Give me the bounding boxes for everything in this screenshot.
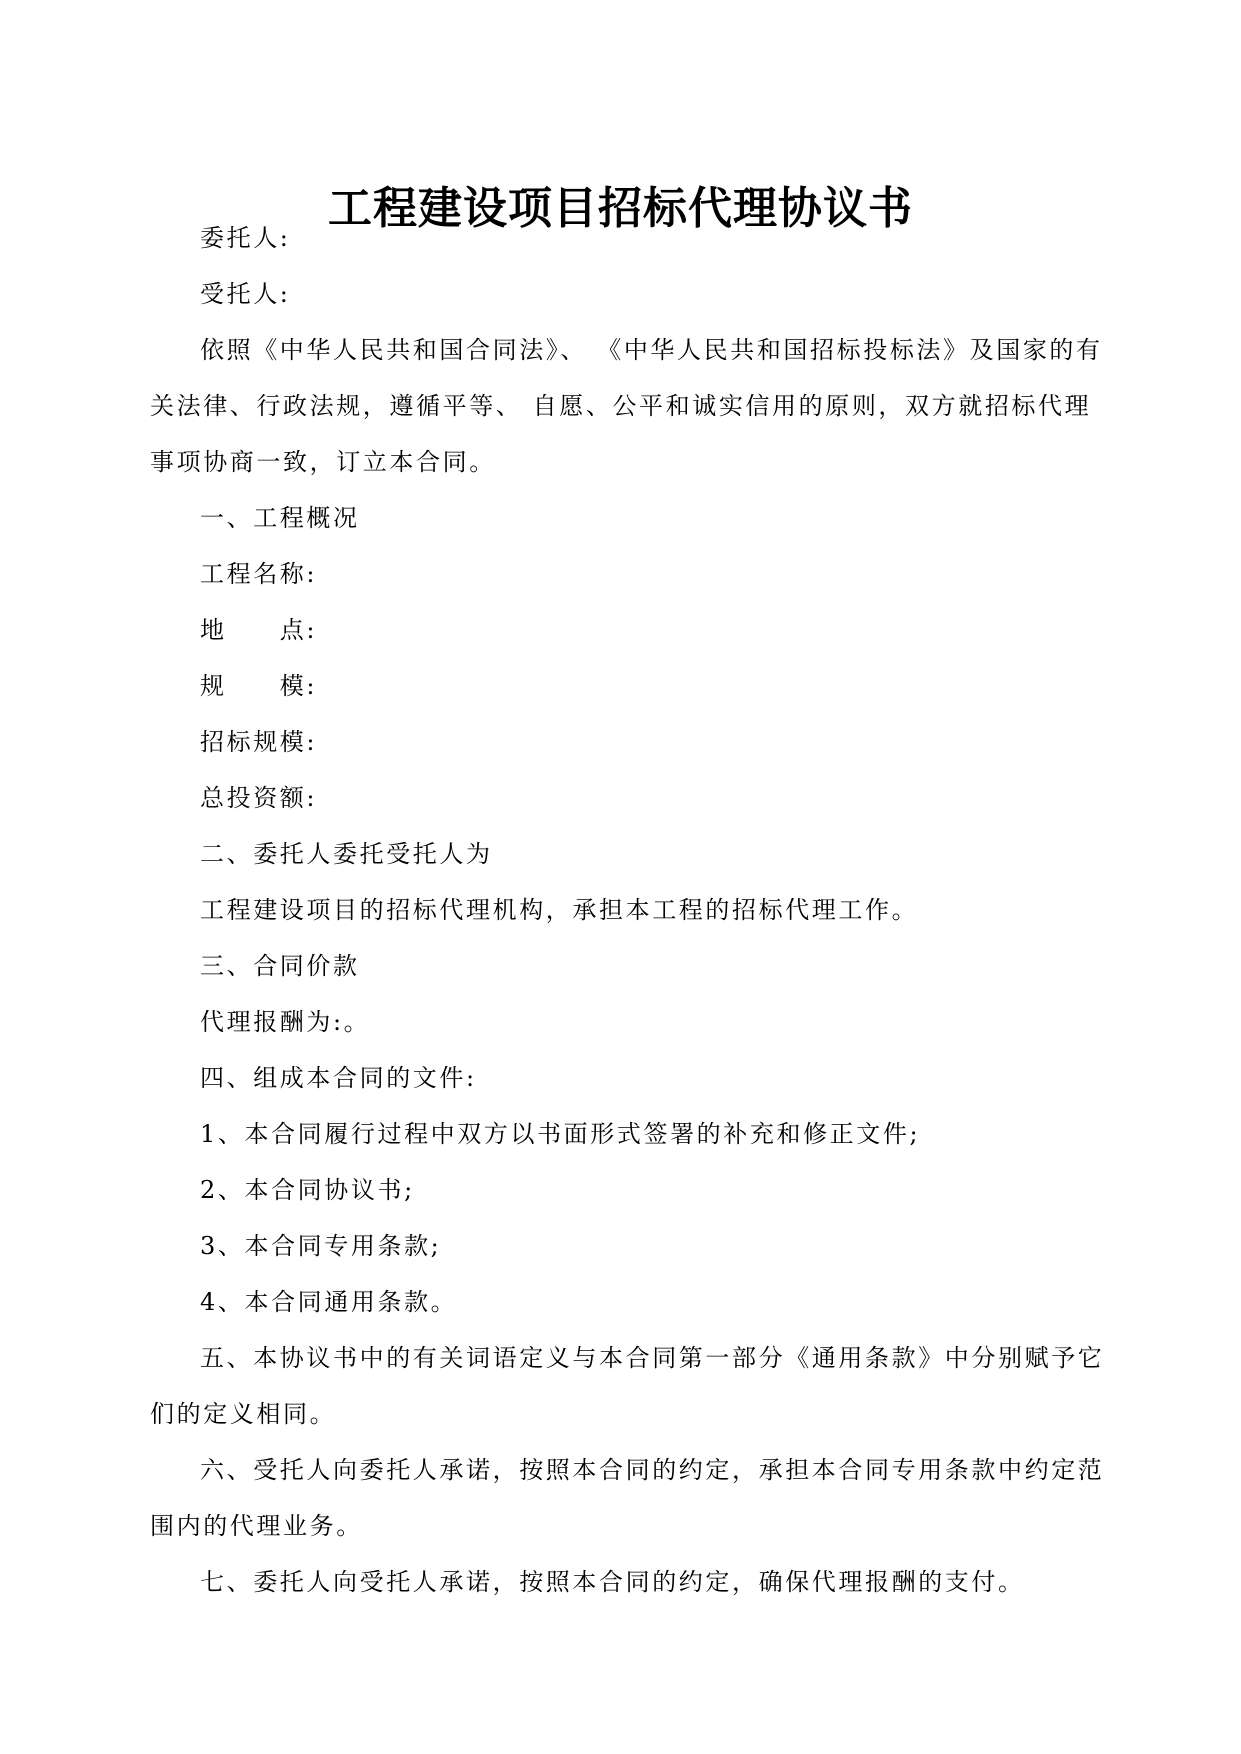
document-title: 工程建设项目招标代理协议书: [328, 183, 913, 235]
list-item: 2、本合同协议书;: [200, 1176, 415, 1204]
total-investment-line: 总投资额:: [200, 784, 318, 812]
section-heading-contract-price: 三、合同价款: [200, 952, 360, 980]
bidding-scale-line: 招标规模:: [200, 728, 318, 756]
agent-line: 受托人:: [200, 280, 291, 308]
section-heading-appointment: 二、委托人委托受托人为: [200, 840, 493, 868]
appointment-text: 工程建设项目的招标代理机构，承担本工程的招标代理工作。: [200, 896, 919, 924]
list-item: 3、本合同专用条款;: [200, 1232, 442, 1260]
preamble-paragraph: 依照《中华人民共和国合同法》、 《中华人民共和国招标投标法》及国家的有关法律、行政法规，遵循平等、 自愿、公平和诚实信用的原则，双方就招标代理事项协商一致，订立本合同。: [150, 336, 1103, 476]
list-item: 4、本合同通用条款。: [200, 1288, 458, 1316]
client-commitment-clause: 七、委托人向受托人承诺，按照本合同的约定，确保代理报酬的支付。: [200, 1568, 1025, 1596]
section-heading-project-overview: 一、工程概况: [200, 504, 360, 532]
project-name-line: 工程名称:: [200, 560, 318, 588]
definitions-clause: 五、本协议书中的有关词语定义与本合同第一部分《通用条款》中分别赋予它们的定义相同。: [150, 1344, 1105, 1428]
client-line: 委托人:: [200, 224, 291, 252]
agency-fee-line: 代理报酬为:。: [200, 1008, 371, 1036]
agent-commitment-clause: 六、受托人向委托人承诺，按照本合同的约定，承担本合同专用条款中约定范围内的代理业务。: [150, 1456, 1105, 1540]
scale-line: 规 模:: [200, 672, 318, 700]
location-line: 地 点:: [200, 616, 318, 644]
document-body: [150, 210, 1110, 1610]
section-heading-contract-documents: 四、组成本合同的文件:: [200, 1064, 477, 1092]
list-item: 1、本合同履行过程中双方以书面形式签署的补充和修正文件;: [200, 1120, 921, 1148]
